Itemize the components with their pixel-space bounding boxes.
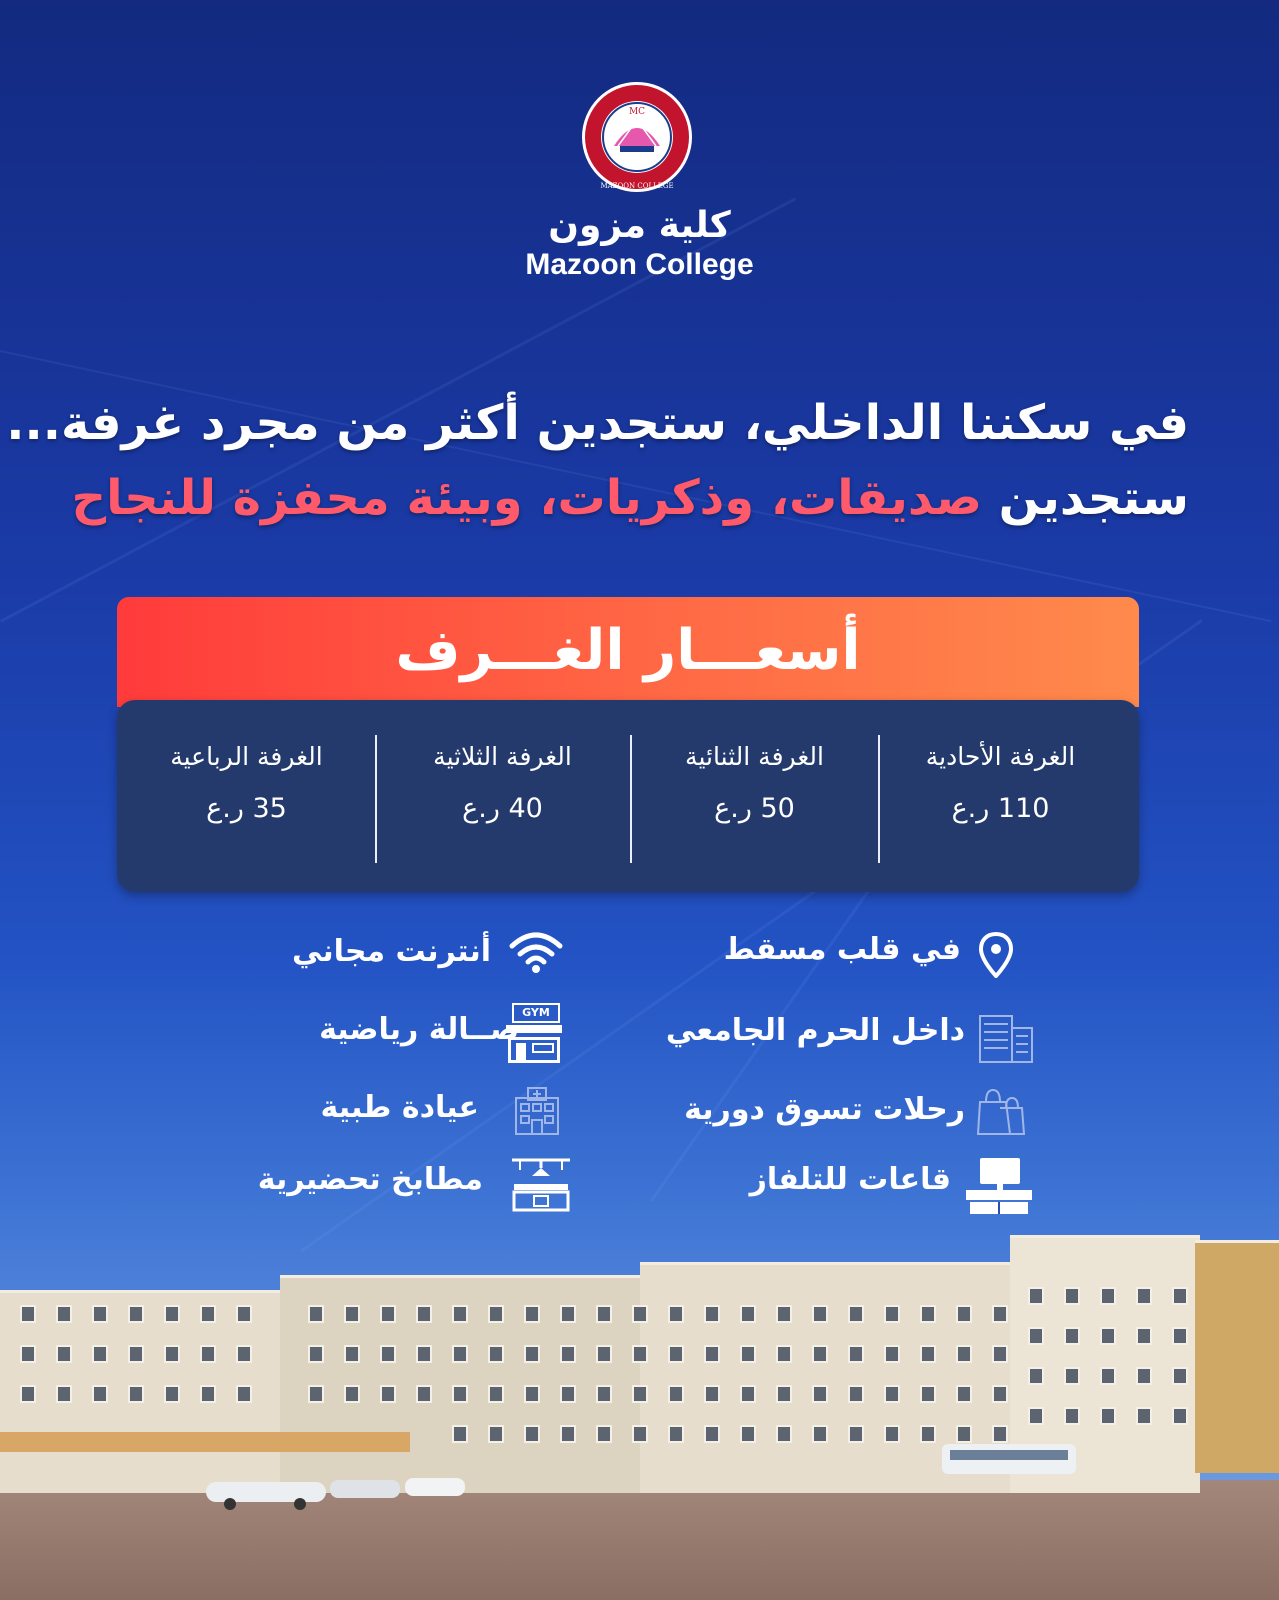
building-window bbox=[1028, 1287, 1044, 1305]
building-window bbox=[1028, 1407, 1044, 1425]
building-window bbox=[1136, 1407, 1152, 1425]
building-window bbox=[776, 1305, 792, 1323]
building-window bbox=[704, 1425, 720, 1443]
building-window bbox=[920, 1345, 936, 1363]
building-window bbox=[452, 1305, 468, 1323]
room-price: 35 ر.ع bbox=[206, 793, 287, 824]
courtyard-ground bbox=[0, 1480, 1279, 1600]
building-window bbox=[200, 1305, 216, 1323]
gym-badge: GYM bbox=[512, 1003, 560, 1023]
building-window bbox=[992, 1305, 1008, 1323]
building-window bbox=[164, 1385, 180, 1403]
building-icon bbox=[976, 1008, 1036, 1064]
building-window bbox=[1172, 1327, 1188, 1345]
building-window bbox=[920, 1425, 936, 1443]
building-window bbox=[632, 1305, 648, 1323]
building-window bbox=[992, 1385, 1008, 1403]
building-window bbox=[1172, 1367, 1188, 1385]
building-window bbox=[524, 1385, 540, 1403]
building-window bbox=[488, 1425, 504, 1443]
building-window bbox=[56, 1305, 72, 1323]
building-window bbox=[560, 1385, 576, 1403]
building-window bbox=[56, 1345, 72, 1363]
building-window bbox=[1172, 1407, 1188, 1425]
building-window bbox=[776, 1425, 792, 1443]
building-window bbox=[344, 1345, 360, 1363]
room-price: 40 ر.ع bbox=[462, 793, 543, 824]
room-price: 50 ر.ع bbox=[714, 793, 795, 824]
building-window bbox=[308, 1385, 324, 1403]
building-window bbox=[1064, 1287, 1080, 1305]
building-window bbox=[380, 1345, 396, 1363]
building-window bbox=[740, 1305, 756, 1323]
building-window bbox=[344, 1305, 360, 1323]
building-window bbox=[668, 1345, 684, 1363]
building-window bbox=[560, 1305, 576, 1323]
column-divider bbox=[878, 735, 880, 863]
feature-shopping: رحلات تسوق دورية bbox=[684, 1092, 965, 1127]
shopping-bags-icon bbox=[976, 1086, 1026, 1136]
building-window bbox=[488, 1305, 504, 1323]
clinic-icon bbox=[510, 1086, 564, 1136]
building-window bbox=[668, 1385, 684, 1403]
room-name: الغرفة الثلاثية bbox=[433, 742, 572, 771]
building-window bbox=[1100, 1327, 1116, 1345]
feature-tv-hall: قاعات للتلفاز bbox=[749, 1162, 951, 1197]
building-window bbox=[416, 1305, 432, 1323]
building-window bbox=[668, 1305, 684, 1323]
building-window bbox=[236, 1305, 252, 1323]
building-window bbox=[812, 1305, 828, 1323]
wifi-icon bbox=[508, 930, 564, 974]
building-window bbox=[200, 1385, 216, 1403]
feature-location: في قلب مسقط bbox=[723, 932, 961, 967]
building-window bbox=[20, 1305, 36, 1323]
room-price-quad bbox=[124, 742, 369, 824]
room-name: الغرفة الثنائية bbox=[685, 742, 824, 771]
building-window bbox=[236, 1345, 252, 1363]
bus bbox=[940, 1440, 1080, 1480]
room-price-single bbox=[878, 742, 1123, 824]
building-window bbox=[884, 1305, 900, 1323]
building-window bbox=[740, 1425, 756, 1443]
building-window bbox=[416, 1385, 432, 1403]
building-window bbox=[596, 1425, 612, 1443]
building-window bbox=[488, 1385, 504, 1403]
building-window bbox=[92, 1385, 108, 1403]
building-window bbox=[596, 1345, 612, 1363]
feature-gym: صــالة رياضية bbox=[319, 1012, 519, 1047]
building-window bbox=[452, 1385, 468, 1403]
building-window bbox=[452, 1345, 468, 1363]
feature-clinic: عيادة طبية bbox=[320, 1090, 479, 1125]
building-window bbox=[560, 1345, 576, 1363]
building-window bbox=[704, 1305, 720, 1323]
prices-title: أسعـــار الغـــرف bbox=[395, 618, 861, 683]
building-window bbox=[632, 1425, 648, 1443]
feature-kitchen: مطابخ تحضيرية bbox=[257, 1162, 483, 1197]
building-window bbox=[56, 1385, 72, 1403]
building-window bbox=[1136, 1327, 1152, 1345]
building-window bbox=[20, 1345, 36, 1363]
building-window bbox=[956, 1385, 972, 1403]
kitchen-icon bbox=[510, 1156, 572, 1212]
building-window bbox=[848, 1345, 864, 1363]
location-pin-icon bbox=[978, 932, 1014, 978]
building-window bbox=[416, 1345, 432, 1363]
building-window bbox=[20, 1385, 36, 1403]
feature-campus: داخل الحرم الجامعي bbox=[665, 1013, 965, 1048]
building-window bbox=[776, 1385, 792, 1403]
building-window bbox=[704, 1385, 720, 1403]
building-window bbox=[524, 1425, 540, 1443]
parked-cars bbox=[200, 1468, 500, 1510]
room-price-triple bbox=[380, 742, 625, 824]
building-window bbox=[524, 1345, 540, 1363]
building-window bbox=[452, 1425, 468, 1443]
building-window bbox=[1028, 1367, 1044, 1385]
building-window bbox=[92, 1305, 108, 1323]
building-window bbox=[848, 1425, 864, 1443]
building-window bbox=[1064, 1327, 1080, 1345]
building-window bbox=[668, 1425, 684, 1443]
headline-line-2-prefix: ستجدين bbox=[981, 470, 1189, 526]
building-window bbox=[488, 1345, 504, 1363]
building-window bbox=[740, 1345, 756, 1363]
building-window bbox=[1064, 1407, 1080, 1425]
seal-initials: MC bbox=[628, 107, 646, 117]
building-window bbox=[1172, 1287, 1188, 1305]
building-window bbox=[380, 1305, 396, 1323]
building-window bbox=[1136, 1287, 1152, 1305]
car-park-shade bbox=[0, 1432, 410, 1452]
building-window bbox=[236, 1385, 252, 1403]
building-window bbox=[308, 1345, 324, 1363]
column-divider bbox=[630, 735, 632, 863]
building-window bbox=[596, 1385, 612, 1403]
building-window bbox=[92, 1345, 108, 1363]
building-window bbox=[308, 1305, 324, 1323]
building-window bbox=[560, 1425, 576, 1443]
building-window bbox=[956, 1305, 972, 1323]
headline-line-2 bbox=[72, 470, 1189, 526]
building-window bbox=[740, 1385, 756, 1403]
college-name-english: Mazoon College bbox=[525, 248, 754, 281]
adjacent-building bbox=[1195, 1240, 1279, 1473]
seal-text: MAZOON COLLEGE bbox=[600, 182, 674, 190]
building-window bbox=[1100, 1367, 1116, 1385]
building-window bbox=[848, 1385, 864, 1403]
building-window bbox=[812, 1425, 828, 1443]
college-seal-logo bbox=[580, 80, 694, 194]
tv-icon bbox=[964, 1156, 1034, 1216]
building-window bbox=[812, 1345, 828, 1363]
building-window bbox=[1064, 1367, 1080, 1385]
building-window bbox=[632, 1345, 648, 1363]
room-price-double bbox=[632, 742, 877, 824]
column-divider bbox=[375, 735, 377, 863]
building-window bbox=[776, 1345, 792, 1363]
building-window bbox=[596, 1305, 612, 1323]
building-window bbox=[632, 1385, 648, 1403]
building-window bbox=[128, 1305, 144, 1323]
building-window bbox=[704, 1345, 720, 1363]
building-window bbox=[164, 1305, 180, 1323]
headline-highlight: صديقات، وذكريات، وبيئة محفزة للنجاح bbox=[71, 470, 982, 526]
building-window bbox=[200, 1345, 216, 1363]
building-window bbox=[1100, 1407, 1116, 1425]
building-window bbox=[1136, 1367, 1152, 1385]
building-window bbox=[884, 1385, 900, 1403]
room-name: الغرفة الأحادية bbox=[925, 742, 1076, 771]
building-window bbox=[884, 1425, 900, 1443]
building-window bbox=[920, 1385, 936, 1403]
building-window bbox=[164, 1345, 180, 1363]
feature-internet: أنترنت مجاني bbox=[292, 934, 491, 969]
building-window bbox=[128, 1385, 144, 1403]
building-window bbox=[992, 1345, 1008, 1363]
building-window bbox=[956, 1345, 972, 1363]
room-price: 110 ر.ع bbox=[951, 793, 1050, 824]
college-name-arabic: كلية مزون bbox=[548, 205, 731, 246]
building-window bbox=[524, 1305, 540, 1323]
room-name: الغرفة الرباعية bbox=[170, 742, 323, 771]
building-window bbox=[884, 1345, 900, 1363]
building-window bbox=[848, 1305, 864, 1323]
building-window bbox=[1028, 1327, 1044, 1345]
building-window bbox=[1100, 1287, 1116, 1305]
building-window bbox=[920, 1305, 936, 1323]
building-window bbox=[344, 1385, 360, 1403]
building-window bbox=[380, 1385, 396, 1403]
building-window bbox=[128, 1345, 144, 1363]
headline-line-1: في سكننا الداخلي، ستجدين أكثر من مجرد غرفة... bbox=[6, 395, 1189, 451]
building-window bbox=[812, 1385, 828, 1403]
